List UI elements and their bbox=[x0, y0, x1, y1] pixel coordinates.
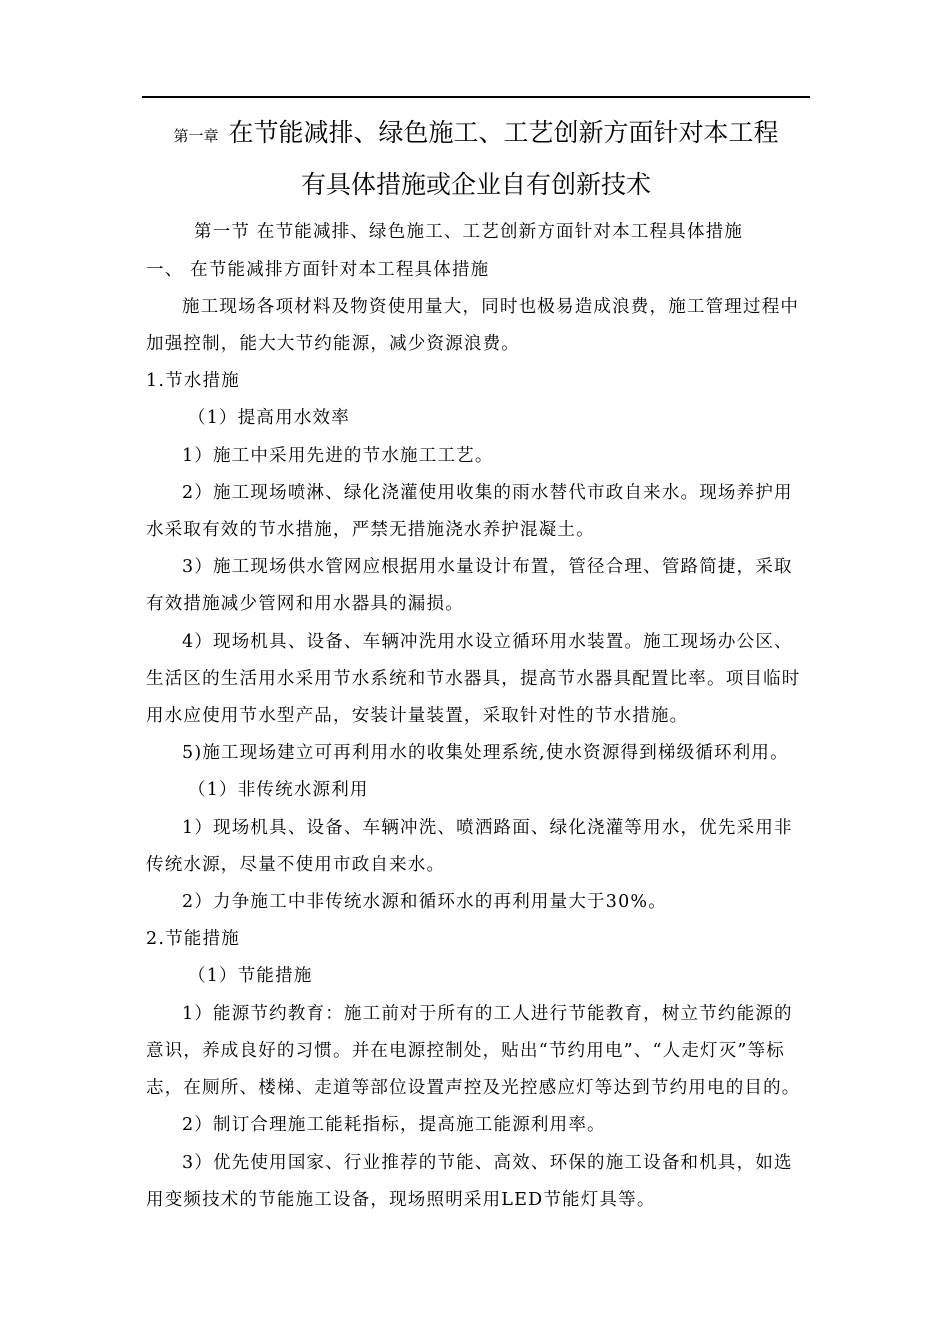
paragraph-line: 意识，养成良好的习惯。并在电源控制处，贴出“节约用电”、“人走灯灭”等标 bbox=[146, 1041, 785, 1061]
paragraph-line: 2）力争施工中非传统水源和循环水的再利用量大于30%。 bbox=[182, 892, 667, 912]
paragraph-line: 加强控制，能大大节约能源，减少资源浪费。 bbox=[146, 334, 520, 354]
paragraph-line: 2）制订合理施工能耗指标，提高施工能源利用率。 bbox=[182, 1115, 606, 1135]
paragraph-line: 用变频技术的节能施工设备，现场照明采用LED节能灯具等。 bbox=[146, 1190, 656, 1210]
item-subheading: （1）节能措施 bbox=[188, 966, 313, 986]
chapter-title-line-2: 有具体措施或企业自有创新技术 bbox=[300, 170, 651, 199]
paragraph-line: 3）施工现场供水管网应根据用水量设计布置，管径合理、管路简捷，采取 bbox=[182, 557, 793, 577]
paragraph-line: 2）施工现场喷淋、绿化浇灌使用收集的雨水替代市政自来水。现场养护用 bbox=[182, 483, 793, 503]
chapter-title-line-1 bbox=[142, 110, 810, 159]
paragraph-line: 1）施工中采用先进的节水施工工艺。 bbox=[182, 446, 494, 466]
paragraph-line: 传统水源，尽量不使用市政自来水。 bbox=[146, 855, 446, 875]
item-subheading: （1）提高用水效率 bbox=[188, 408, 350, 428]
chapter-prefix: 第一章 bbox=[173, 127, 219, 145]
paragraph-line: 5)施工现场建立可再利用水的收集处理系统,使水资源得到梯级循环利用。 bbox=[182, 743, 789, 763]
chapter-title-text: 在节能减排、绿色施工、工艺创新方面针对本工程 bbox=[228, 118, 779, 147]
item-heading: 2.节能措施 bbox=[146, 929, 240, 949]
header-rule bbox=[142, 96, 810, 98]
paragraph-line: 3）优先使用国家、行业推荐的节能、高效、环保的施工设备和机具，如选 bbox=[182, 1153, 793, 1173]
paragraph-line: 1）现场机具、设备、车辆冲洗、喷洒路面、绿化浇灌等用水，优先采用非 bbox=[182, 818, 793, 838]
section-heading: 第一节 在节能减排、绿色施工、工艺创新方面针对本工程具体措施 bbox=[194, 222, 744, 242]
paragraph-line: 施工现场各项材料及物资使用量大，同时也极易造成浪费，施工管理过程中 bbox=[182, 297, 800, 317]
paragraph-line: 志，在厕所、楼梯、走道等部位设置声控及光控感应灯等达到节约用电的目的。 bbox=[146, 1078, 801, 1098]
paragraph-line: 有效措施减少管网和用水器具的漏损。 bbox=[146, 594, 464, 614]
paragraph-line: 用水应使用节水型产品，安装计量装置，采取针对性的节水措施。 bbox=[146, 706, 689, 726]
subsection-heading: 一、 在节能减排方面针对本工程具体措施 bbox=[146, 260, 490, 280]
paragraph-line: 1）能源节约教育：施工前对于所有的工人进行节能教育，树立节约能源的 bbox=[182, 1004, 793, 1024]
paragraph-line: 水采取有效的节水措施，严禁无措施浇水养护混凝土。 bbox=[146, 520, 595, 540]
paragraph-line: 生活区的生活用水采用节水系统和节水器具，提高节水器具配置比率。项目临时 bbox=[146, 669, 801, 689]
item-heading: 1.节水措施 bbox=[146, 371, 240, 391]
item-subheading: （1）非传统水源利用 bbox=[188, 780, 369, 800]
paragraph-line: 4）现场机具、设备、车辆冲洗用水设立循环用水装置。施工现场办公区、 bbox=[182, 632, 793, 652]
